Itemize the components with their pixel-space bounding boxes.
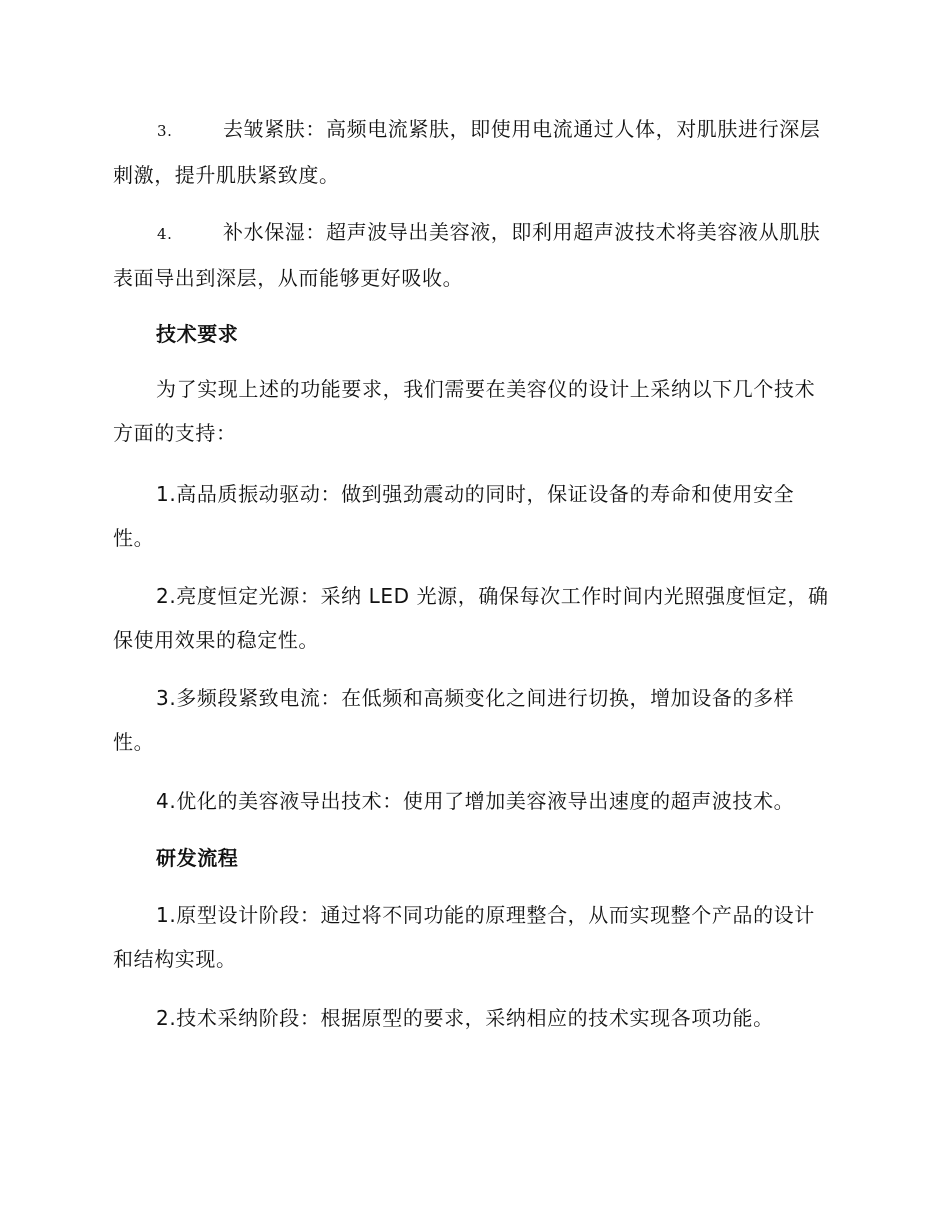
rd-point: 1.原型设计阶段：通过将不同功能的原理整合，从而实现整个产品的设计和结构实现。 <box>113 903 815 971</box>
item-number: 4. <box>157 225 173 243</box>
paragraph-intro: 为了实现上述的功能要求，我们需要在美容仪的设计上采纳以下几个技术方面的支持： <box>113 377 816 445</box>
tech-point: 1.高品质振动驱动：做到强劲震动的同时，保证设备的寿命和使用安全性。 <box>113 482 795 550</box>
tech-point: 2.亮度恒定光源：采纳 LED 光源，确保每次工作时间内光照强度恒定，确保使用效果的稳定性。 <box>113 584 829 652</box>
section-heading-tech: 技术要求 <box>156 322 239 346</box>
rd-point: 2.技术采纳阶段：根据原型的要求，采纳相应的技术实现各项功能。 <box>156 1006 774 1030</box>
list-item <box>113 210 831 300</box>
list-item <box>113 107 831 197</box>
item-number: 3. <box>157 122 173 140</box>
tech-point: 3.多频段紧致电流：在低频和高频变化之间进行切换，增加设备的多样性。 <box>113 686 795 754</box>
section-heading-rd: 研发流程 <box>156 846 239 870</box>
tech-point: 4.优化的美容液导出技术：使用了增加美容液导出速度的超声波技术。 <box>156 789 795 813</box>
item-text: 补水保湿：超声波导出美容液，即利用超声波技术将美容液从肌肤表面导出到深层，从而能够更好吸收。 <box>113 220 821 290</box>
item-text: 去皱紧肤：高频电流紧肤，即使用电流通过人体，对肌肤进行深层刺激，提升肌肤紧致度。 <box>113 117 821 187</box>
